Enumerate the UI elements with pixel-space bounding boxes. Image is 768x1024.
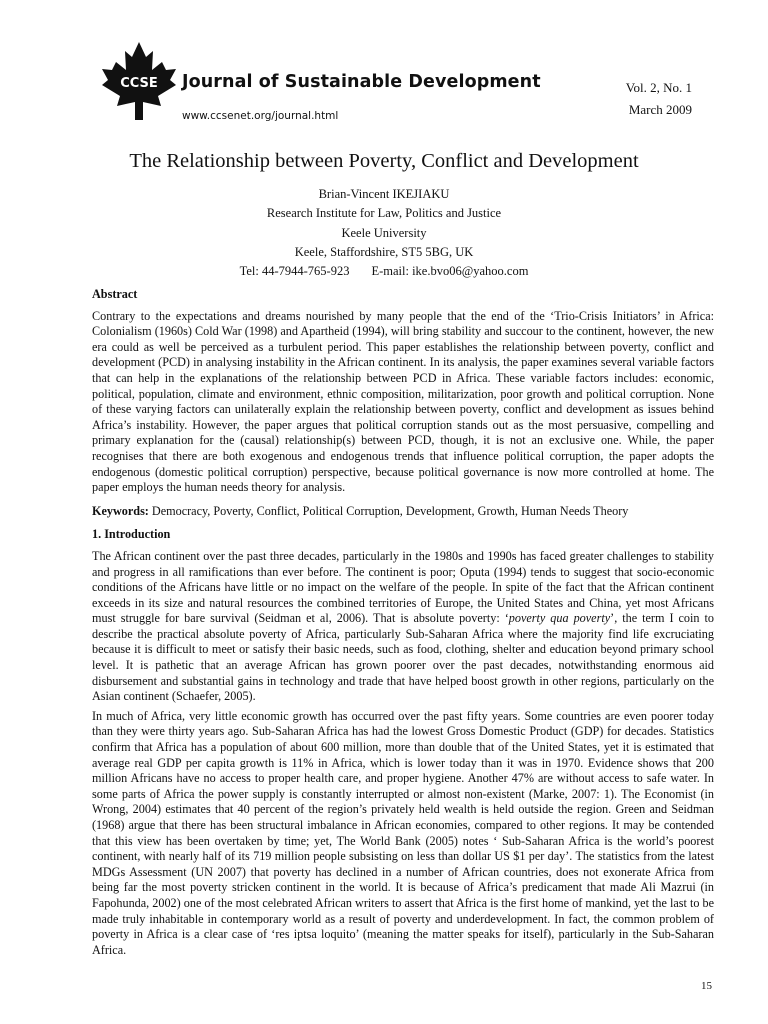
keywords-label: Keywords: bbox=[92, 503, 149, 518]
author-email[interactable]: E-mail: ike.bvo06@yahoo.com bbox=[371, 264, 529, 279]
journal-title: Journal of Sustainable Development bbox=[182, 72, 541, 92]
volume-number: Vol. 2, No. 1 bbox=[625, 80, 692, 95]
author-name: Brian-Vincent IKEJIAKU bbox=[318, 187, 450, 201]
introduction-paragraph-1 bbox=[92, 549, 714, 705]
keywords-line bbox=[92, 504, 714, 520]
author-contact bbox=[0, 262, 768, 281]
page-number: 15 bbox=[701, 980, 712, 992]
introduction-heading: 1. Introduction bbox=[92, 527, 171, 542]
intro-p1-part-b: ’, the term I coin to describe the practical absolute poverty of Africa, particularly Sub-Saharan Africa where the majority find life excruciating because it is difficult to meet or satisfy their basic needs, such as food, clothing, shelter and education beyond primary school level. It is pathetic that an average African has grown poorer over the past decades, notwithstanding enormous aid disbursement and substantial gains in technology and trade that have helped boost growth in other regions, particularly on the Asian continent (Schaefer, 2005). bbox=[92, 611, 714, 704]
intro-p1-emphasis: poverty qua poverty bbox=[508, 611, 611, 626]
abstract-text: Contrary to the expectations and dreams nourished by many people that the end of the ‘Trio-Crisis Initiators’ in Africa: Colonialism (1960s) Cold War (1998) and Apartheid (1994), will bring stability and succour to the continent, however, the new era could as well be perceived as a turbulent period. This paper establishes the relationship between poverty, conflict and development (PCD) in analysing instability in the African continent. In its analysis, the paper examines several variable factors that can help in the explanations of the relationship between PCD in Africa. These variable factors includes: economic, political, population, climate and environment, ethnic composition, militarization, poor growth and political corruption. None of these varying factors can unilaterally explain the relationship between poverty, conflict and development as issues behind Africa’s instability. However, the paper argues that political corruption stands out as the most persuasive, compelling and primary explanation for the (causal) relationship(s) between PCD, though, it is not an exclusive one. While, the paper recognises that there are both exogenous and endogenous trends that influence political corruption, the paper adopts the endogenous (domestic political corruption) perspective, because political governance is now more controlled at home. The paper employs the human needs theory for analysis. bbox=[92, 308, 714, 495]
author-phone: Tel: 44-7944-765-923 bbox=[239, 264, 350, 279]
abstract-heading: Abstract bbox=[92, 287, 138, 301]
paper-title: The Relationship between Poverty, Conflict and Development bbox=[129, 150, 639, 172]
maple-leaf-logo-icon bbox=[100, 40, 178, 122]
author-block bbox=[0, 185, 768, 281]
journal-masthead bbox=[100, 40, 720, 130]
author-address: Keele, Staffordshire, ST5 5BG, UK bbox=[294, 244, 474, 259]
intro-p1-part-a: The African continent over the past three decades, particularly in the 1980s and 1990s has faced greater challenges to stability and progress in all ramifications than ever before. The continent is poor; Oputa (1994) tends to suggest that socio-economic conditions of the Africans have little or no impact on the welfare of the people. In spite of the fact that the African continent exceeds in its size and natural resources the combined territories of Europe, the United States and China, yet most Africans must struggle for bare survival (Seidman et al, 2006). That is absolute poverty: ‘ bbox=[92, 548, 714, 626]
article-body bbox=[92, 287, 714, 958]
affiliation-university: Keele University bbox=[341, 225, 427, 240]
keywords-text: Democracy, Poverty, Conflict, Political Corruption, Development, Growth, Human Needs Theory bbox=[148, 503, 629, 518]
logo-text: CCSE bbox=[120, 76, 158, 91]
journal-url[interactable]: www.ccsenet.org/journal.html bbox=[182, 110, 339, 122]
introduction-paragraph-2: In much of Africa, very little economic growth has occurred over the past fifty years. Some countries are even poorer today than they were thirty years ago. Sub-Saharan Africa has had the lowest Gross Domestic Product (GDP) for decades. Statistics confirm that Africa has a population of about 600 million, more than double that of the United States, yet it is estimated that average real GDP per capita growth is 11% in Africa, which is lower today than it was in 1970. Evidence shows that 200 million Africans have no access to proper health care, and proper hygiene. Another 47% are without access to safe water. In some parts of Africa the power supply is constantly interrupted or almost non-existent (Marke, 2007: 1). The Economist (in Wrong, 2004) estimates that 40 percent of the region’s privately held wealth is held outside the region. Green and Seidman (1968) argue that there has been structural imbalance in African economies, compared to other regions. It may be contended that this view has been overtaken by time; yet, The World Bank (2005) notes ‘ Sub-Saharan Africa is the world’s poorest continent, with nearly half of its 719 million people subsisting on less than dollar US $1 per day’. The statistics from the latest MDGs Assessment (UN 2007) that poverty has declined in a number of African countries, does not exonerate Africa from being far the most poverty stricken continent in the world. It is because of Africa’s predicament that made Ali Mazrui (in Fapohunda, 2002) one of the most celebrated African writers to assert that Africa is the first home of mankind, yet the last to be made truly inhabitable in contemporary world as a result of poverty and underdevelopment. In fact, the common problem of poverty in Africa is a clear case of ‘res iptsa loquito’ (meaning the matter speaks for itself), particularly in the Sub-Saharan Africa. bbox=[92, 708, 714, 957]
issue-date: March 2009 bbox=[628, 102, 692, 117]
affiliation-institute: Research Institute for Law, Politics and Justice bbox=[266, 206, 502, 221]
